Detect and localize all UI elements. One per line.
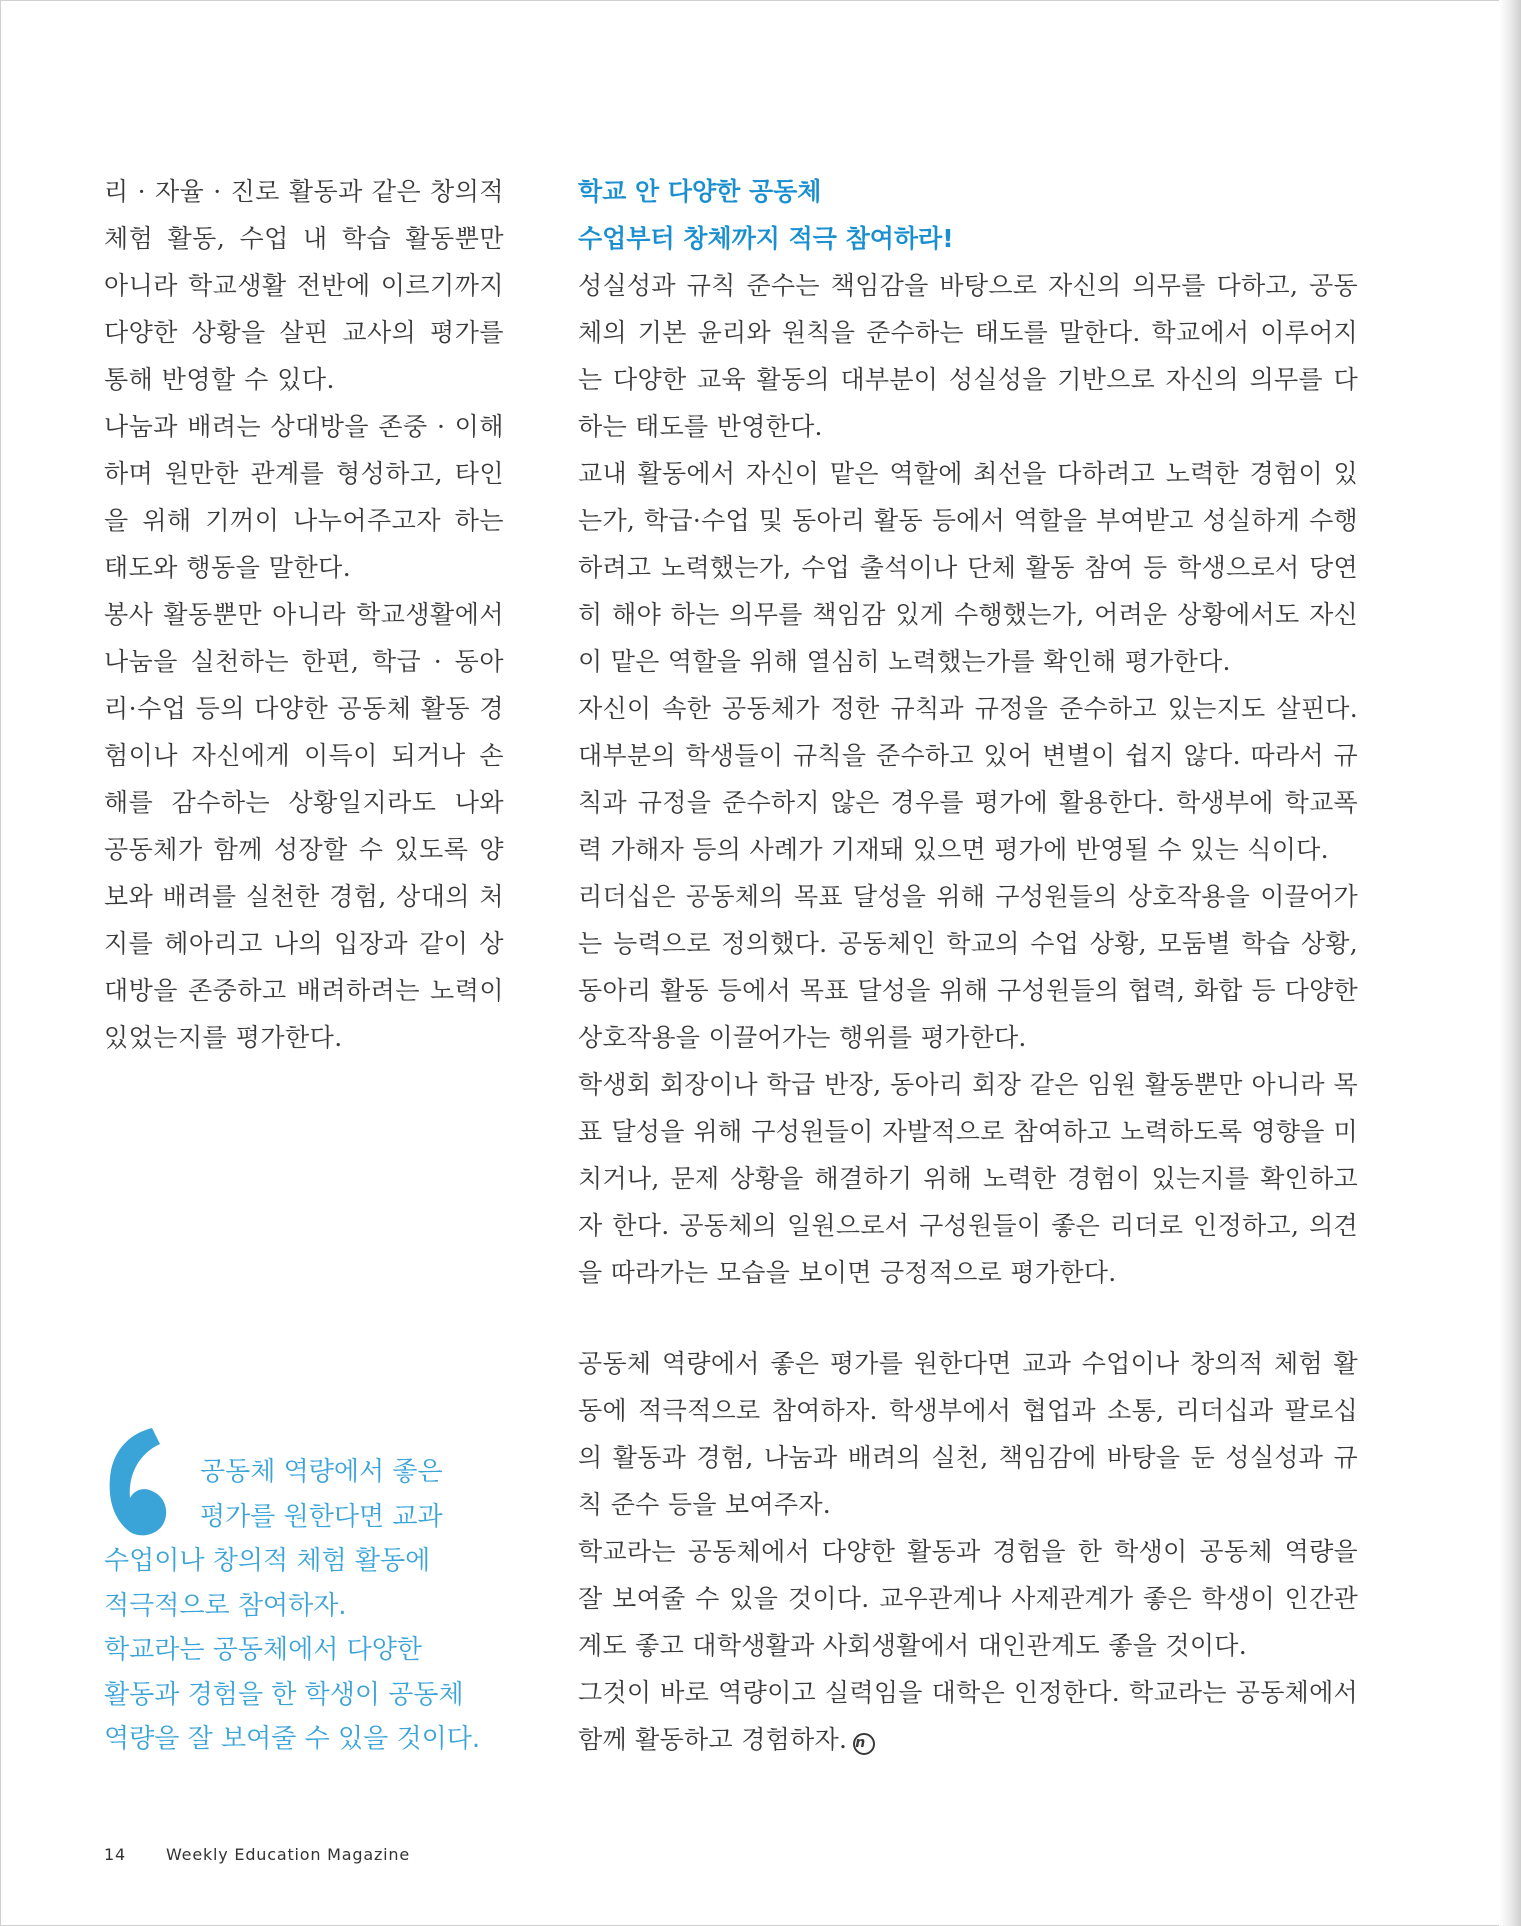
left-paragraph-3: 봉사 활동뿐만 아니라 학교생활에서 나눔을 실천하는 한편, 학급 · 동아리·수업 등의 다양한 공동체 활동 경험이나 자신에게 이득이 되거나 손해를 감수하는 상황일지라도 나와 공동체가 함께 성장할 수 있도록 양보와 배려를 실천한 경험, 상대의 처지를 헤아리고 나의 입장과 같이 상대방을 존중하고 배려하려는 노력이 있었는지를 평가한다. bbox=[104, 600, 504, 1052]
left-paragraph-1: 리 · 자율 · 진로 활동과 같은 창의적 체험 활동, 수업 내 학습 활동뿐만 아니라 학교생활 전반에 이르기까지 다양한 상황을 살핀 교사의 평가를 통해 반영할 수 있다. bbox=[104, 177, 504, 394]
left-column bbox=[104, 168, 504, 1061]
magazine-title: Weekly Education Magazine bbox=[166, 1845, 410, 1864]
pull-quote-line-4: 적극적으로 참여하자. bbox=[104, 1590, 347, 1621]
end-mark-icon: n bbox=[853, 1733, 875, 1755]
closing-paragraph-3-text: 그것이 바로 역량이고 실력임을 대학은 인정한다. 학교라는 공동체에서 함께 활동하고 경험하자. bbox=[578, 1678, 1358, 1754]
page-number: 14 bbox=[104, 1845, 126, 1864]
pull-quote bbox=[104, 1450, 504, 1762]
left-paragraph-2: 나눔과 배려는 상대방을 존중 · 이해하며 원만한 관계를 형성하고, 타인을 위해 기꺼이 나누어주고자 하는 태도와 행동을 말한다. bbox=[104, 412, 504, 582]
pull-quote-line-2: 평가를 원한다면 교과 bbox=[200, 1501, 443, 1532]
pull-quote-line-5: 학교라는 공동체에서 다양한 bbox=[104, 1635, 422, 1665]
right-paragraph-1: 성실성과 규칙 준수는 책임감을 바탕으로 자신의 의무를 다하고, 공동체의 기본 윤리와 원칙을 준수하는 태도를 말한다. 학교에서 이루어지는 다양한 교육 활동의 대부분이 성실성을 기반으로 자신의 의무를 다하는 태도를 반영한다. bbox=[578, 271, 1358, 441]
closing-paragraph-3 bbox=[578, 1669, 1358, 1763]
pull-quote-line-3: 수업이나 창의적 체험 활동에 bbox=[104, 1546, 431, 1576]
pull-quote-line-6: 활동과 경험을 한 학생이 공동체 bbox=[104, 1679, 464, 1710]
page-footer bbox=[104, 1845, 410, 1864]
closing-paragraph-2: 학교라는 공동체에서 다양한 활동과 경험을 한 학생이 공동체 역량을 잘 보여줄 수 있을 것이다. 교우관계나 사제관계가 좋은 학생이 인간관계도 좋고 대학생활과 사회생활에서 대인관계도 좋을 것이다. bbox=[578, 1537, 1358, 1660]
pull-quote-line-7: 역량을 잘 보여줄 수 있을 것이다. bbox=[104, 1724, 481, 1754]
closing-paragraph-1: 공동체 역량에서 좋은 평가를 원한다면 교과 수업이나 창의적 체험 활동에 적극적으로 참여하자. 학생부에서 협업과 소통, 리더십과 팔로십의 활동과 경험, 나눔과 배려의 실천, 책임감에 바탕을 둔 성실성과 규칙 준수 등을 보여주자. bbox=[578, 1349, 1358, 1519]
right-paragraph-5: 학생회 회장이나 학급 반장, 동아리 회장 같은 임원 활동뿐만 아니라 목표 달성을 위해 구성원들이 자발적으로 참여하고 노력하도록 영향을 미치거나, 문제 상황을 해결하기 위해 노력한 경험이 있는지를 확인하고자 한다. 공동체의 일원으로서 구성원들이 좋은 리더로 인정하고, 의견을 따라가는 모습을 보이면 긍정적으로 평가한다. bbox=[578, 1070, 1358, 1287]
section-heading-line-2: 수업부터 창체까지 적극 참여하라! bbox=[578, 224, 954, 253]
right-paragraph-3: 자신이 속한 공동체가 정한 규칙과 규정을 준수하고 있는지도 살핀다. 대부분의 학생들이 규칙을 준수하고 있어 변별이 쉽지 않다. 따라서 규칙과 규정을 준수하지 않은 경우를 평가에 활용한다. 학생부에 학교폭력 가해자 등의 사례가 기재돼 있으면 평가에 반영될 수 있는 식이다. bbox=[578, 694, 1358, 864]
closing-section bbox=[578, 1340, 1358, 1763]
pull-quote-line-1: 공동체 역량에서 좋은 bbox=[200, 1457, 443, 1487]
right-paragraph-2: 교내 활동에서 자신이 맡은 역할에 최선을 다하려고 노력한 경험이 있는가, 학급·수업 및 동아리 활동 등에서 역할을 부여받고 성실하게 수행하려고 노력했는가, 수업 출석이나 단체 활동 참여 등 학생으로서 당연히 해야 하는 의무를 책임감 있게 수행했는가, 어려운 상황에서도 자신이 맡은 역할을 위해 열심히 노력했는가를 확인해 평가한다. bbox=[578, 459, 1358, 676]
right-paragraph-4: 리더십은 공동체의 목표 달성을 위해 구성원들의 상호작용을 이끌어가는 능력으로 정의했다. 공동체인 학교의 수업 상황, 모둠별 학습 상황, 동아리 활동 등에서 목표 달성을 위해 구성원들의 협력, 화합 등 다양한 상호작용을 이끌어가는 행위를 평가한다. bbox=[578, 882, 1358, 1052]
section-heading-line-1: 학교 안 다양한 공동체 bbox=[578, 177, 822, 206]
right-column bbox=[578, 168, 1358, 1296]
page-fold-edge bbox=[1499, 0, 1521, 1926]
